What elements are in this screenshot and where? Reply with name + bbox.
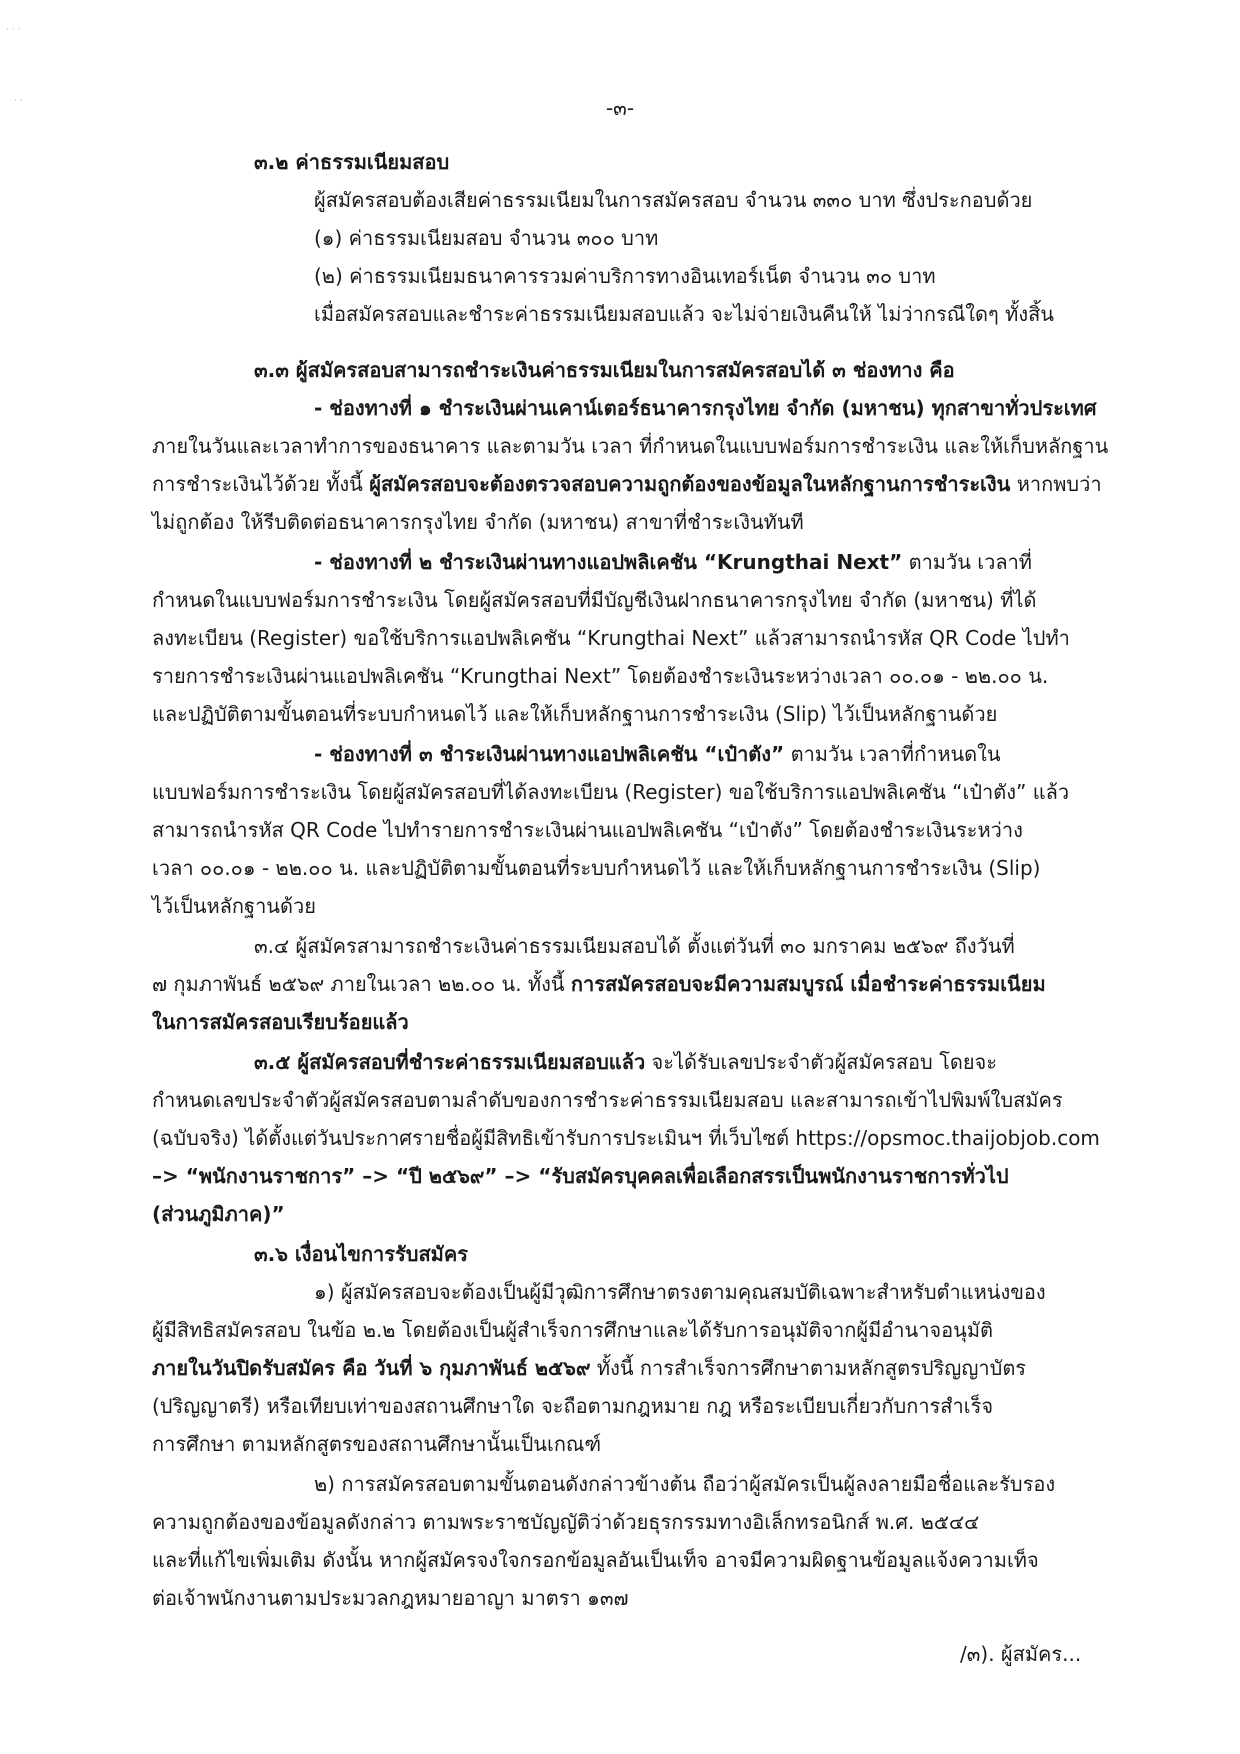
fee-item-2: (๒) ค่าธรรมเนียมธนาคารรวมค่าบริการทางอินเทอร์เน็ต จำนวน ๓๐ บาท (314, 264, 936, 288)
condition-2-text: ความถูกต้องของข้อมูลดังกล่าว ตามพระราชบัญญัติว่าด้วยธุรกรรมทางอิเล็กทรอนิกส์ พ.ศ. ๒๕๔๔ (152, 1510, 980, 1534)
channel-2-text: ลงทะเบียน (Register) ขอใช้บริการแอปพลิเคชัน “Krungthai Next” แล้วสามารถนำรหัส QR Code ไปทำ (152, 626, 1070, 650)
channel-2-text: และปฏิบัติตามขั้นตอนที่ระบบกำหนดไว้ และให้เก็บหลักฐานการชำระเงิน (Slip) ไว้เป็นหลักฐานด้วย (152, 702, 998, 726)
condition-1-text: ๑) ผู้สมัครสอบจะต้องเป็นผู้มีวุฒิการศึกษาตรงตามคุณสมบัติเฉพาะสำหรับตำแหน่งของ (314, 1280, 1046, 1304)
condition-2-text: ๒) การสมัครสอบตามขั้นตอนดังกล่าวข้างต้น ถือว่าผู้สมัครเป็นผู้ลงลายมือชื่อและรับรอง (314, 1472, 1056, 1496)
section-3-6-heading: ๓.๖ เงื่อนไขการรับสมัคร (254, 1242, 468, 1266)
condition-2-text: ต่อเจ้าพนักงานตามประมวลกฎหมายอาญา มาตรา ๑๓๗ (152, 1586, 629, 1610)
section-3-3-heading: ๓.๓ ผู้สมัครสอบสามารถชำระเงินค่าธรรมเนียมในการสมัครสอบได้ ๓ ช่องทาง คือ (254, 358, 955, 382)
no-refund-note: เมื่อสมัครสอบและชำระค่าธรรมเนียมสอบแล้ว จะไม่จ่ายเงินคืนให้ ไม่ว่ากรณีใดๆ ทั้งสิ้น (314, 302, 1054, 326)
channel-2-text: รายการชำระเงินผ่านแอปพลิเคชัน “Krungthai Next” โดยต้องชำระเงินระหว่างเวลา ๐๐.๐๑ - ๒๒.๐๐ น. (152, 664, 1049, 688)
page-number: -๓- (605, 96, 635, 120)
section-3-5-nav-path: (ส่วนภูมิภาค)” (152, 1202, 285, 1226)
channel-3-text: เวลา ๐๐.๐๑ - ๒๒.๐๐ น. และปฏิบัติตามขั้นตอนที่ระบบกำหนดไว้ และให้เก็บหลักฐานการชำระเงิน (Slip) (152, 856, 1041, 880)
scan-artifact: · · (14, 96, 23, 106)
channel-1-lead: - ช่องทางที่ ๑ ชำระเงินผ่านเคาน์เตอร์ธนาคารกรุงไทย จำกัด (มหาชน) ทุกสาขาทั่วประเทศ (314, 396, 1097, 420)
channel-3-text: สามารถนำรหัส QR Code ไปทำรายการชำระเงินผ่านแอปพลิเคชัน “เป๋าตัง” โดยต้องชำระเงินระหว่าง (152, 818, 1023, 842)
channel-1-text: การชำระเงินไว้ด้วย ทั้งนี้ ผู้สมัครสอบจะต้องตรวจสอบความถูกต้องของข้อมูลในหลักฐานการชำระเงิน หากพบว่า (152, 472, 1102, 496)
condition-1-text: ผู้มีสิทธิสมัครสอบ ในข้อ ๒.๒ โดยต้องเป็นผู้สำเร็จการศึกษาและได้รับการอนุมัติจากผู้มีอำนาจอนุมัติ (152, 1318, 994, 1342)
condition-1-text: (ปริญญาตรี) หรือเทียบเท่าของสถานศึกษาใด จะถือตามกฎหมาย กฎ หรือระเบียบเกี่ยวกับการสำเร็จ (152, 1394, 994, 1418)
channel-3-text: แบบฟอร์มการชำระเงิน โดยผู้สมัครสอบที่ได้ลงทะเบียน (Register) ขอใช้บริการแอปพลิเคชัน “เป๋าตัง” แล้ว (152, 780, 1070, 804)
section-3-5-lead: ๓.๕ ผู้สมัครสอบที่ชำระค่าธรรมเนียมสอบแล้ว จะได้รับเลขประจำตัวผู้สมัครสอบ โดยจะ (254, 1050, 997, 1074)
channel-1-text: ไม่ถูกต้อง ให้รีบติดต่อธนาคารกรุงไทย จำกัด (มหาชน) สาขาที่ชำระเงินทันที (152, 510, 804, 534)
channel-2-lead: - ช่องทางที่ ๒ ชำระเงินผ่านทางแอปพลิเคชัน “Krungthai Next” ตามวัน เวลาที่ (314, 550, 1032, 574)
scan-artifact: · · · (6, 25, 21, 35)
channel-3-lead: - ช่องทางที่ ๓ ชำระเงินผ่านทางแอปพลิเคชัน “เป๋าตัง” ตามวัน เวลาที่กำหนดใน (314, 742, 1001, 766)
condition-1-text: ภายในวันปิดรับสมัคร คือ วันที่ ๖ กุมภาพันธ์ ๒๕๖๙ ทั้งนี้ การสำเร็จการศึกษาตามหลักสูตรปริญญาบัตร (152, 1356, 1027, 1380)
channel-1-text: ภายในวันและเวลาทำการของธนาคาร และตามวัน เวลา ที่กำหนดในแบบฟอร์มการชำระเงิน และให้เก็บหลักฐาน (152, 434, 1109, 458)
section-3-4-text: ในการสมัครสอบเรียบร้อยแล้ว (152, 1010, 409, 1034)
fee-item-1: (๑) ค่าธรรมเนียมสอบ จำนวน ๓๐๐ บาท (314, 226, 659, 250)
channel-3-text: ไว้เป็นหลักฐานด้วย (152, 894, 316, 918)
section-3-5-website: (ฉบับจริง) ได้ตั้งแต่วันประกาศรายชื่อผู้มีสิทธิเข้ารับการประเมินฯ ที่เว็บไซต์ https://opsmoc.thaijobjob.com (152, 1126, 1100, 1150)
section-3-4-text: ๓.๔ ผู้สมัครสามารถชำระเงินค่าธรรมเนียมสอบได้ ตั้งแต่วันที่ ๓๐ มกราคม ๒๕๖๙ ถึงวันที่ (254, 934, 1015, 958)
section-3-5-nav-path: –> “พนักงานราชการ” –> “ปี ๒๕๖๙” –> “รับสมัครบุคคลเพื่อเลือกสรรเป็นพนักงานราชการทั่วไป (152, 1164, 1009, 1188)
channel-2-text: กำหนดในแบบฟอร์มการชำระเงิน โดยผู้สมัครสอบที่มีบัญชีเงินฝากธนาคารกรุงไทย จำกัด (มหาชน) ที่ได้ (152, 588, 1037, 612)
section-3-4-text: ๗ กุมภาพันธ์ ๒๕๖๙ ภายในเวลา ๒๒.๐๐ น. ทั้งนี้ การสมัครสอบจะมีความสมบูรณ์ เมื่อชำระค่าธรรมเนียม (152, 972, 1046, 996)
section-3-2-text: ผู้สมัครสอบต้องเสียค่าธรรมเนียมในการสมัครสอบ จำนวน ๓๓๐ บาท ซึ่งประกอบด้วย (314, 188, 1033, 212)
condition-2-text: และที่แก้ไขเพิ่มเติม ดังนั้น หากผู้สมัครจงใจกรอกข้อมูลอันเป็นเท็จ อาจมีความผิดฐานข้อมูลแจ้งความเท็จ (152, 1548, 1039, 1572)
continuation-reference: /๓). ผู้สมัคร... (960, 1642, 1082, 1666)
section-3-5-text: กำหนดเลขประจำตัวผู้สมัครสอบตามลำดับของการชำระค่าธรรมเนียมสอบ และสามารถเข้าไปพิมพ์ใบสมัคร (152, 1088, 1063, 1112)
condition-1-text: การศึกษา ตามหลักสูตรของสถานศึกษานั้นเป็นเกณฑ์ (152, 1432, 602, 1456)
section-3-2-heading: ๓.๒ ค่าธรรมเนียมสอบ (254, 150, 450, 174)
